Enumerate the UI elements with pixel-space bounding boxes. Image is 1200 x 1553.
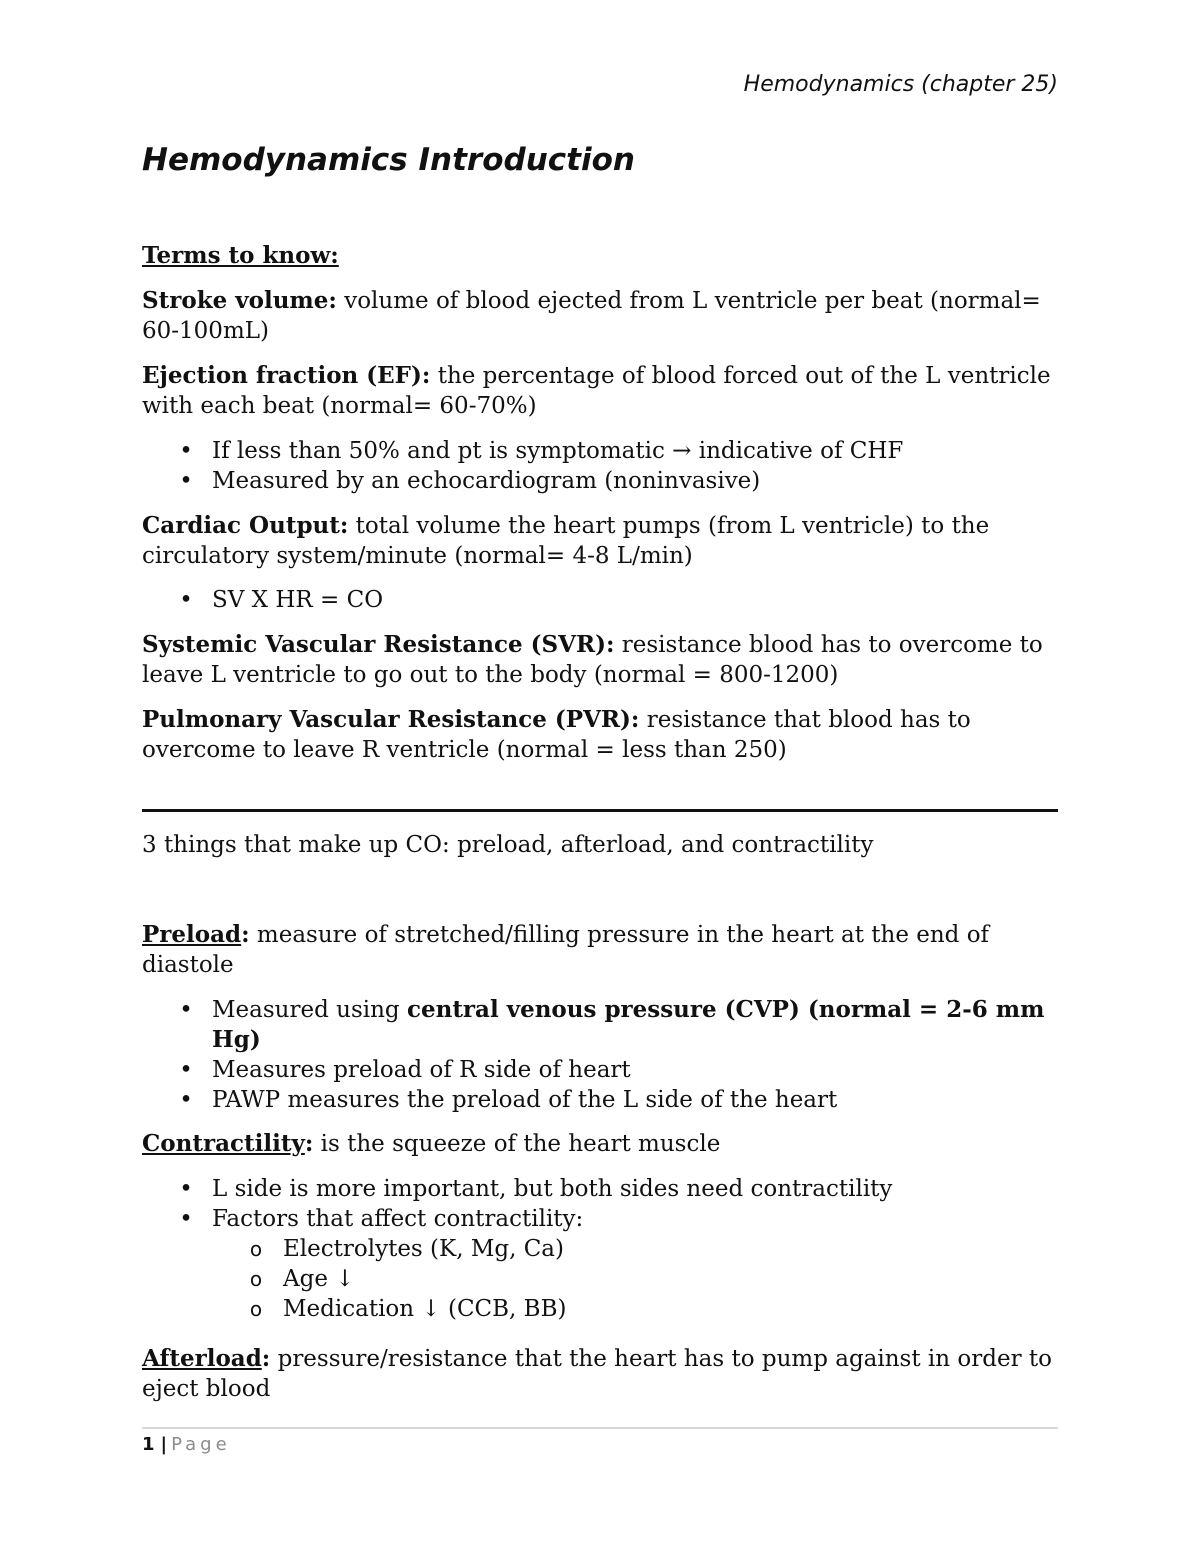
svr-term: Systemic Vascular Resistance (SVR): [142, 631, 615, 658]
sub-list-item [142, 1294, 1058, 1324]
list-item [142, 995, 1058, 1055]
bullet-icon: • [179, 1057, 193, 1083]
list-item [142, 436, 1058, 466]
page-footer [142, 1433, 231, 1457]
page-label: Page [171, 1434, 231, 1455]
afterload-definition [142, 1344, 1058, 1404]
terms-heading-text: Terms to know: [142, 242, 339, 269]
sub-list-item [142, 1264, 1058, 1294]
list-item-text: Measured by an echocardiogram (noninvasive) [212, 468, 761, 494]
list-item [142, 585, 1058, 615]
cardiac-output-text: total volume the heart pumps (from L ventricle) to the circulatory system/minute (normal= 4-8 L/min) [142, 513, 990, 569]
stroke-volume-text: volume of blood ejected from L ventricle per beat (normal= 60-100mL) [142, 288, 1041, 344]
preload-text: measure of stretched/filling pressure in the heart at the end of diastole [142, 922, 990, 978]
sub-bullet-icon: o [249, 1237, 263, 1261]
bullet-icon: • [179, 1087, 193, 1113]
preload-list [142, 995, 1058, 1115]
contractility-text: is the squeeze of the heart muscle [313, 1131, 721, 1157]
svr-text: resistance blood has to overcome to leave L ventricle to go out to the body (normal = 800-1200) [142, 632, 1043, 688]
contractility-list [142, 1174, 1058, 1324]
sub-list-item-text: Medication ↓ (CCB, BB) [283, 1296, 567, 1322]
footer-separator: | [160, 1434, 168, 1455]
bullet-icon: • [179, 1206, 193, 1232]
ejection-fraction-definition [142, 361, 1058, 421]
list-item-text: Factors that affect contractility: [212, 1206, 584, 1232]
co-summary: 3 things that make up CO: preload, afterload, and contractility [142, 832, 874, 858]
pvr-term: Pulmonary Vascular Resistance (PVR): [142, 706, 640, 733]
list-item-text: L side is more important, but both sides need contractility [212, 1176, 893, 1202]
svr-definition [142, 630, 1058, 690]
list-item-text: SV X HR = CO [212, 587, 384, 613]
cardiac-output-term: Cardiac Output: [142, 512, 349, 539]
list-item [142, 1174, 1058, 1204]
page-title: Hemodynamics Introduction [142, 142, 635, 178]
stroke-volume-term: Stroke volume: [142, 287, 337, 314]
pvr-text: resistance that blood has to overcome to leave R ventricle (normal = less than 250) [142, 707, 971, 763]
list-item-text: Measured using [212, 997, 407, 1023]
cvp-emphasis: central venous pressure (CVP) (normal = 2-6 mm Hg) [212, 996, 1045, 1053]
section-divider [142, 809, 1058, 812]
list-item-text: If less than 50% and pt is symptomatic → indicative of CHF [212, 438, 904, 464]
list-item [142, 1055, 1058, 1085]
list-item-text: Measures preload of R side of heart [212, 1057, 631, 1083]
contractility-colon: : [304, 1130, 314, 1157]
bullet-icon: • [179, 997, 193, 1023]
list-item [142, 1204, 1058, 1234]
pvr-definition [142, 705, 1058, 765]
footer-divider [142, 1427, 1058, 1429]
bullet-icon: • [179, 587, 193, 613]
cardiac-output-list [142, 585, 1058, 615]
sub-list-item-text: Electrolytes (K, Mg, Ca) [283, 1236, 564, 1262]
sub-bullet-icon: o [249, 1267, 263, 1291]
preload-colon: : [241, 921, 250, 948]
stroke-volume-definition [142, 286, 1058, 346]
preload-definition [142, 920, 1058, 980]
ejection-fraction-text: the percentage of blood forced out of the L ventricle with each beat (normal= 60-70%) [142, 363, 1051, 419]
page-number: 1 [142, 1434, 155, 1455]
afterload-term: Afterload [142, 1345, 262, 1372]
bullet-icon: • [179, 468, 193, 494]
preload-term: Preload [142, 921, 242, 948]
ejection-fraction-list [142, 436, 1058, 496]
bullet-icon: • [179, 438, 193, 464]
sub-list-item [142, 1234, 1058, 1264]
terms-heading [142, 241, 1058, 271]
sub-bullet-icon: o [249, 1297, 263, 1321]
cardiac-output-definition [142, 511, 1058, 571]
running-header: Hemodynamics (chapter 25) [743, 72, 1058, 97]
contractility-term: Contractility [142, 1130, 305, 1157]
list-item-text: PAWP measures the preload of the L side of the heart [212, 1087, 838, 1113]
list-item [142, 466, 1058, 496]
afterload-colon: : [261, 1345, 271, 1372]
afterload-text: pressure/resistance that the heart has to pump against in order to eject blood [142, 1346, 1052, 1402]
list-item [142, 1085, 1058, 1115]
ejection-fraction-term: Ejection fraction (EF): [142, 362, 431, 389]
contractility-definition [142, 1129, 1058, 1159]
bullet-icon: • [179, 1176, 193, 1202]
sub-list-item-text: Age ↓ [283, 1266, 355, 1292]
